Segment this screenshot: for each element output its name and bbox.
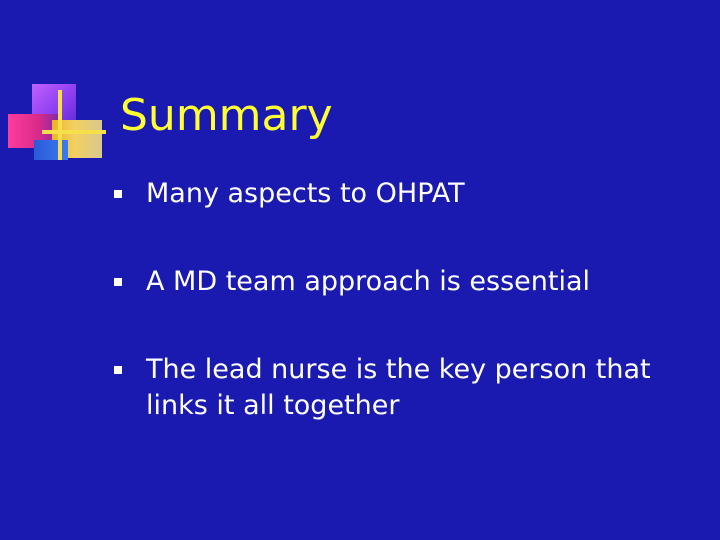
- bullet-text: The lead nurse is the key person that links it all together: [146, 354, 651, 421]
- square-bullet-icon: [114, 190, 122, 198]
- square-bullet-icon: [114, 366, 122, 374]
- logo-horizontal-line: [42, 130, 106, 134]
- bullet-item: [108, 352, 688, 424]
- logo-blue-square: [34, 140, 68, 160]
- bullet-item: [108, 264, 688, 300]
- colored-squares-logo-icon: [8, 84, 104, 160]
- bullet-item: [108, 176, 688, 212]
- slide-title: Summary: [120, 90, 333, 141]
- bullet-text: Many aspects to OHPAT: [146, 178, 465, 209]
- bullet-text: A MD team approach is essential: [146, 266, 591, 297]
- logo-vertical-line: [58, 90, 62, 160]
- square-bullet-icon: [114, 278, 122, 286]
- bullet-list: [108, 176, 688, 424]
